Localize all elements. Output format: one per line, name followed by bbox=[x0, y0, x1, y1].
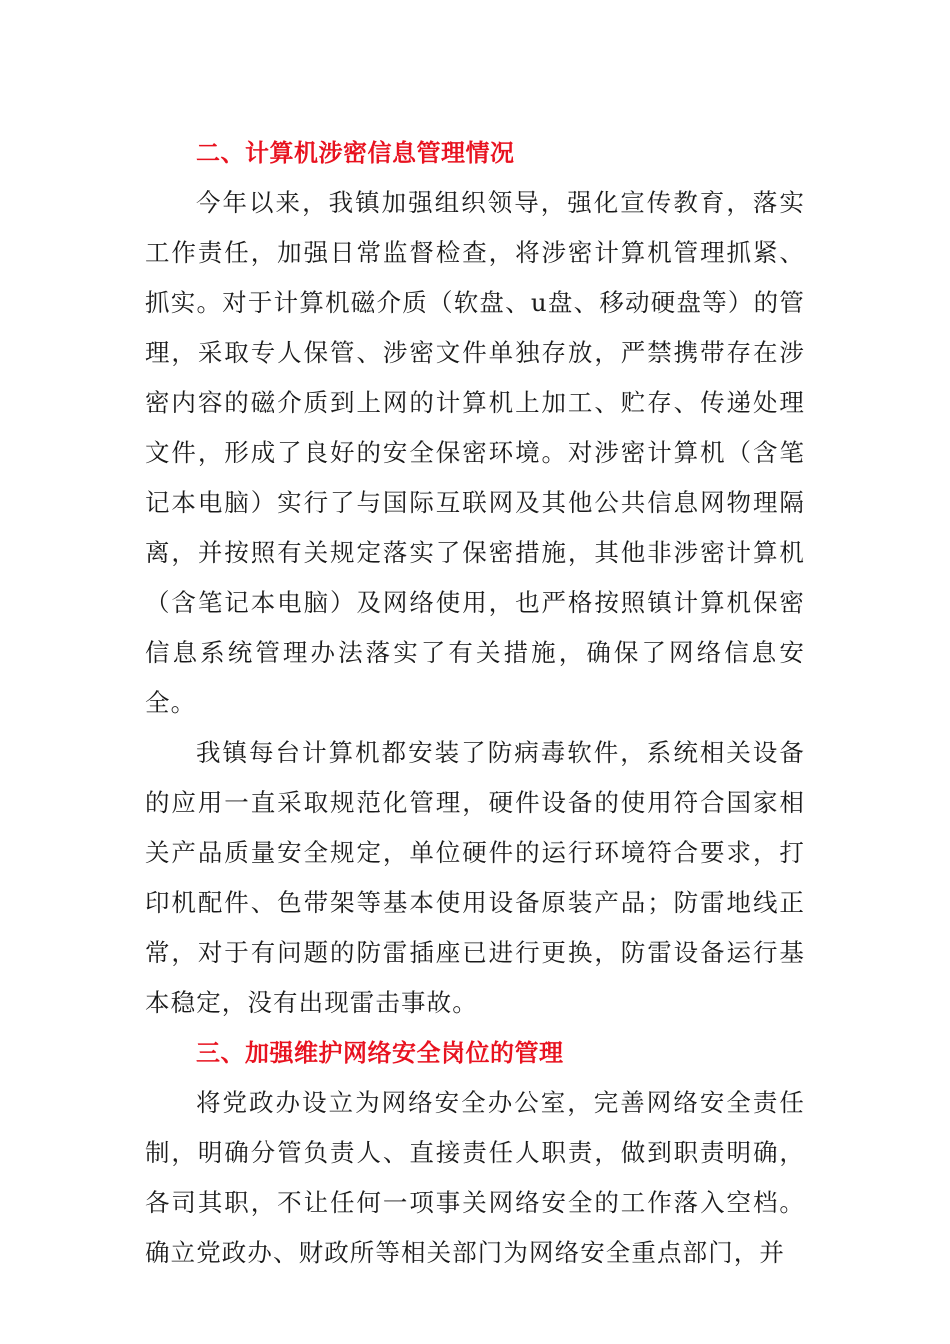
paragraph-network-security-office: 将党政办设立为网络安全办公室，完善网络安全责任制，明确分管负责人、直接责任人职责，做到职责明确，各司其职，不让任何一项事关网络安全的工作落入空档。确立党政办、财政所等相关部门为网络安全重点部门，并 bbox=[145, 1088, 805, 1267]
paragraph-antivirus-hardware: 我镇每台计算机都安装了防病毒软件，系统相关设备的应用一直采取规范化管理，硬件设备的使用符合国家相关产品质量安全规定，单位硬件的运行环境符合要求，打印机配件、色带架等基本使用设备原装产品；防雷地线正常，对于有问题的防雷插座已进行更换，防雷设备运行基本稳定，没有出现雷击事故。 bbox=[145, 738, 805, 1017]
paragraph-classified-computer-management: 今年以来，我镇加强组织领导，强化宣传教育，落实工作责任，加强日常监督检查，将涉密计算机管理抓紧、抓实。对于计算机磁介质（软盘、u盘、移动硬盘等）的管理，采取专人保管、涉密文件单独存放，严禁携带存在涉密内容的磁介质到上网的计算机上加工、贮存、传递处理文件，形成了良好的安全保密环境。对涉密计算机（含笔记本电脑）实行了与国际互联网及其他公共信息网物理隔离，并按照有关规定落实了保密措施，其他非涉密计算机（含笔记本电脑）及网络使用，也严格按照镇计算机保密信息系统管理办法落实了有关措施，确保了网络信息安全。 bbox=[145, 188, 805, 717]
section-heading-network-security-posts: 三、加强维护网络安全岗位的管理 bbox=[196, 1039, 564, 1067]
document-body bbox=[145, 128, 805, 1278]
section-heading-computer-classified-info: 二、计算机涉密信息管理情况 bbox=[196, 139, 515, 167]
